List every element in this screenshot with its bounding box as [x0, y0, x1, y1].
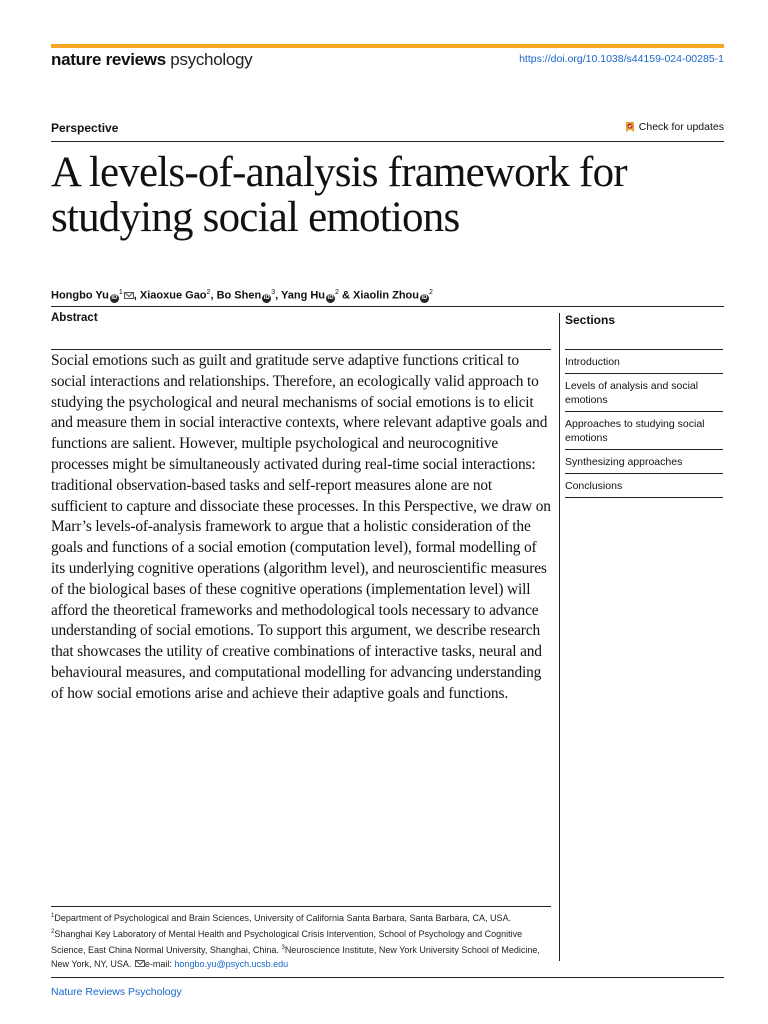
email-envelope-icon	[135, 960, 145, 967]
affiliation-3: Neuroscience Institute, New York University School of Medicine, New York, NY, USA.	[51, 945, 540, 969]
journal-logo-bold: nature reviews	[51, 50, 166, 69]
envelope-icon[interactable]	[124, 292, 134, 299]
author-name[interactable]: Hongbo Yu	[51, 289, 109, 302]
author-name[interactable]: Xiaolin Zhou	[353, 289, 419, 302]
section-link-introduction[interactable]: Introduction	[565, 350, 723, 374]
corresponding-email-link[interactable]: hongbo.yu@psych.ucsb.edu	[174, 959, 289, 969]
check-for-updates-button[interactable]	[624, 121, 724, 133]
author-affiliation: 2	[429, 289, 433, 296]
footnote-divider	[51, 906, 551, 907]
author-affiliation: 2	[335, 289, 339, 296]
footer-divider	[51, 977, 724, 978]
affiliation-number: 3	[281, 945, 285, 951]
sections-nav	[565, 349, 723, 498]
author-affiliation: 1	[118, 289, 123, 296]
affiliations-footnote	[51, 909, 551, 971]
author-affiliation: 3	[271, 289, 276, 296]
section-link-synthesizing[interactable]: Synthesizing approaches	[565, 450, 723, 474]
orcid-icon[interactable]: iD	[263, 294, 270, 301]
author-name[interactable]: Bo Shen	[216, 289, 262, 302]
author-list: Hongbo Yu $iD^1$ , Xiaoxue Gao$^2$, Bo Shen $iD^3$, Yang Hu $iD^2$ & Xiaolin Zhou $iD^2$	[51, 289, 433, 302]
author-name[interactable]: Xiaoxue Gao	[139, 289, 207, 302]
check-updates-label: Check for updates	[638, 121, 724, 133]
section-link-approaches[interactable]: Approaches to studying social emotions	[565, 412, 723, 450]
orcid-icon[interactable]: iD	[327, 294, 334, 301]
section-link-levels-of-analysis[interactable]: Levels of analysis and social emotions	[565, 374, 723, 412]
article-type: Perspective	[51, 121, 119, 135]
email-label: e-mail:	[144, 959, 172, 969]
affiliation-number: 1	[51, 913, 55, 919]
authors-divider	[51, 306, 724, 307]
abstract-divider	[51, 349, 551, 350]
journal-logo-light: psychology	[170, 50, 253, 69]
affiliation-1: Department of Psychological and Brain Sciences, University of California Santa Barbara, Santa Barbara, CA, USA.	[54, 913, 512, 923]
header-divider	[51, 141, 724, 142]
column-divider	[559, 313, 560, 961]
journal-accent-bar	[51, 44, 724, 48]
article-title: A levels-of-analysis framework for studying social emotions	[51, 149, 627, 241]
orcid-icon[interactable]: iD	[421, 294, 428, 301]
abstract-heading: Abstract	[51, 312, 98, 324]
orcid-icon[interactable]: iD	[111, 294, 118, 301]
affiliation-number: 2	[51, 929, 55, 935]
check-updates-icon	[624, 121, 636, 133]
doi-link[interactable]: https://doi.org/10.1038/s44159-024-00285-1	[519, 53, 724, 65]
author-name[interactable]: Yang Hu	[281, 289, 326, 302]
journal-logo[interactable]	[51, 50, 252, 70]
abstract-text: Social emotions such as guilt and gratitude serve adaptive functions critical to social interactions and relationships. Therefore, an ecologically valid approach to studying the psychological and neural mechanisms of social emotions is to elicit and measure them in social interactive contexts, where relevant adaptive goals and functions are salient. However, multiple psychological and neurocognitive processes might be simultaneously activated during real-time social interactions: traditional observation-based tasks and self-report measures alone are not sufficient to capture and dissociate these processes. In this Perspective, we draw on Marr’s levels-of-analysis framework to argue that a holistic consideration of the goals and functions of a social emotion (computation level), formal modelling of its underlying cognitive operations (algorithm level), and neuroscientific measures of the biological bases of these cognitive operations (implementation level) will afford the theoretical frameworks and methodological tools necessary to advance understanding of social emotions. To support this argument, we describe research that showcases the utility of creative combinations of interactive tasks, neural and behavioural measures, and computational modelling for advancing understanding of how social emotions arise and achieve their adaptive goals and functions.	[51, 352, 551, 702]
affiliation-2: Shanghai Key Laboratory of Mental Health and Psychological Crisis Intervention, School of Psychology and Cognitive Science, East China Normal University, Shanghai, China.	[51, 929, 523, 955]
footer-journal-name[interactable]: Nature Reviews Psychology	[51, 986, 182, 998]
author-affiliation: 2	[206, 289, 211, 296]
section-link-conclusions[interactable]: Conclusions	[565, 474, 723, 498]
sections-heading: Sections	[565, 313, 616, 327]
